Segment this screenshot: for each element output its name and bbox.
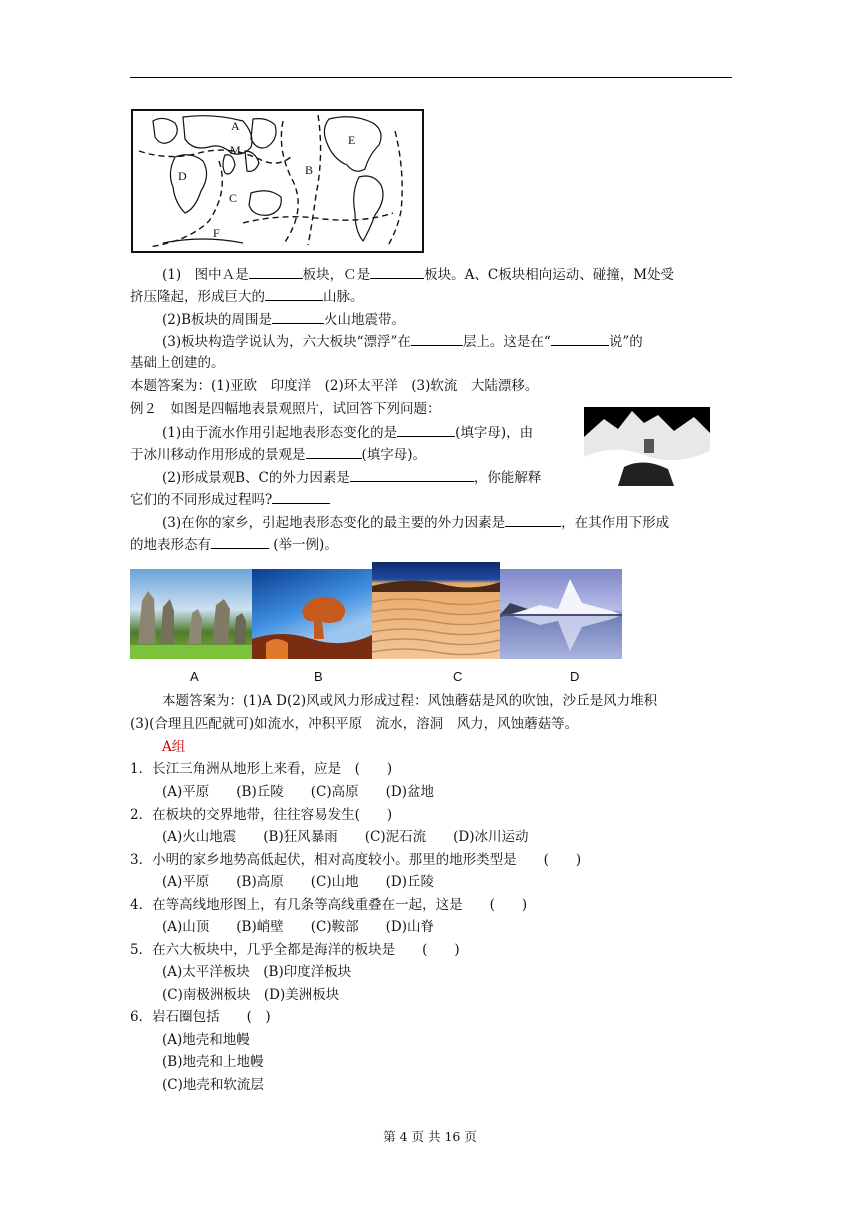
map-label-f: F	[213, 226, 220, 240]
ex2-title: 例２ 如图是四幅地表景观照片，试回答下列问题：	[130, 401, 441, 417]
map-label-e: E	[348, 133, 356, 147]
blank[interactable]	[272, 490, 330, 504]
photo-d-glacier-horn	[500, 569, 622, 659]
question-3-stem: 3．小明的家乡地势高低起伏，相对高度较小。那里的地形类型是 ( )	[130, 852, 582, 868]
ex1-answer: 本题答案为：(1)亚欧 印度洋 (2)环太平洋 (3)软流 大陆漂移。	[130, 378, 539, 394]
blank[interactable]	[551, 332, 609, 346]
ex1-q3-line1: (3)板块构造学说认为，六大板块“漂浮”在 层上。这是在“ 说”的	[162, 334, 643, 350]
ex2-q2-line2: 它们的不同形成过程吗?	[130, 490, 330, 509]
ex2-q2-line1: (2)形成景观B、C的外力因素是 ，你能解释	[162, 470, 542, 486]
photo-caption-c: C	[453, 669, 463, 684]
blank[interactable]	[397, 423, 455, 437]
page-footer: 第 4 页 共 16 页	[383, 1129, 477, 1144]
blank[interactable]	[370, 265, 424, 279]
group-title: A组	[162, 739, 186, 755]
plate-map-drawing	[133, 111, 422, 251]
question-2-stem: 2．在板块的交界地带，往往容易发生( )	[130, 807, 393, 823]
question-5-options-2: (C)南极洲板块 (D)美洲板块	[162, 987, 340, 1003]
ex1-q1-line2: 挤压隆起，形成巨大的 山脉。	[130, 289, 364, 305]
ex2-answer-line2: (3)(合理且匹配就可)如流水，冲积平原 流水，溶洞 风力，风蚀蘑菇等。	[130, 716, 579, 732]
photo-a-stone-forest	[130, 569, 252, 659]
ex1-q2: (2)B板块的周围是 火山地震带。	[162, 312, 406, 328]
ex2-q3-line2: 的地表形态有 (举一例)。	[130, 537, 338, 553]
question-5-stem: 5．在六大板块中，几乎全都是海洋的板块是 ( )	[130, 942, 460, 958]
question-4-options: (A)山顶 (B)峭壁 (C)鞍部 (D)山脊	[162, 919, 434, 935]
question-6-option-a: (A)地壳和地幔	[162, 1032, 250, 1048]
map-label-a: A	[231, 119, 240, 133]
question-5-options-1: (A)太平洋板块 (B)印度洋板块	[162, 964, 352, 980]
blank[interactable]	[272, 310, 324, 324]
plate-map	[131, 109, 424, 253]
blank[interactable]	[211, 535, 269, 549]
ex1-q1-line1: (1) 图中Ａ是 板块，Ｃ是 板块。A、C板块相向运动、碰撞，M处受	[162, 267, 675, 283]
map-label-b: B	[305, 163, 314, 177]
map-label-d: D	[178, 169, 187, 183]
ex2-q1-line1: (1)由于流水作用引起地表形态变化的是 (填字母)，由	[162, 425, 534, 441]
photo-b-mushroom-rock	[252, 569, 372, 659]
question-2-options: (A)火山地震 (B)狂风暴雨 (C)泥石流 (D)冰川运动	[162, 829, 529, 845]
blank[interactable]	[249, 265, 303, 279]
blank[interactable]	[411, 332, 463, 346]
question-6-option-b: (B)地壳和上地幔	[162, 1054, 264, 1070]
ex2-q1-line2: 于冰川移动作用形成的景观是 (填字母)。	[130, 447, 427, 463]
blank[interactable]	[306, 445, 362, 459]
photo-caption-d: D	[570, 669, 580, 684]
map-label-c: C	[229, 191, 238, 205]
glacier-photo-small	[584, 407, 710, 486]
ex2-q3-line1: (3)在你的家乡，引起地表形态变化的最主要的外力因素是 ，在其作用下形成	[162, 515, 670, 531]
header-rule	[130, 77, 732, 78]
map-label-m: M	[230, 143, 241, 157]
blank[interactable]	[350, 468, 474, 482]
question-1-stem: 1．长江三角洲从地形上来看，应是 ( )	[130, 761, 393, 777]
question-1-options: (A)平原 (B)丘陵 (C)高原 (D)盆地	[162, 784, 434, 800]
ex2-answer-line1: 本题答案为：(1)A D(2)风或风力形成过程：风蚀蘑菇是风的吹蚀，沙丘是风力堆积	[162, 693, 658, 709]
question-4-stem: 4．在等高线地形图上，有几条等高线重叠在一起，这是 ( )	[130, 897, 528, 913]
photo-caption-b: B	[314, 669, 323, 684]
blank[interactable]	[505, 513, 561, 527]
photo-caption-a: A	[190, 669, 199, 684]
question-3-options: (A)平原 (B)高原 (C)山地 (D)丘陵	[162, 874, 434, 890]
blank[interactable]	[265, 287, 323, 301]
question-6-option-c: (C)地壳和软流层	[162, 1077, 264, 1093]
question-6-stem: 6．岩石圈包括 ( )	[130, 1009, 271, 1025]
ex1-q3-line2: 基础上创建的。	[130, 355, 225, 371]
photo-c-sand-dunes	[372, 562, 500, 659]
